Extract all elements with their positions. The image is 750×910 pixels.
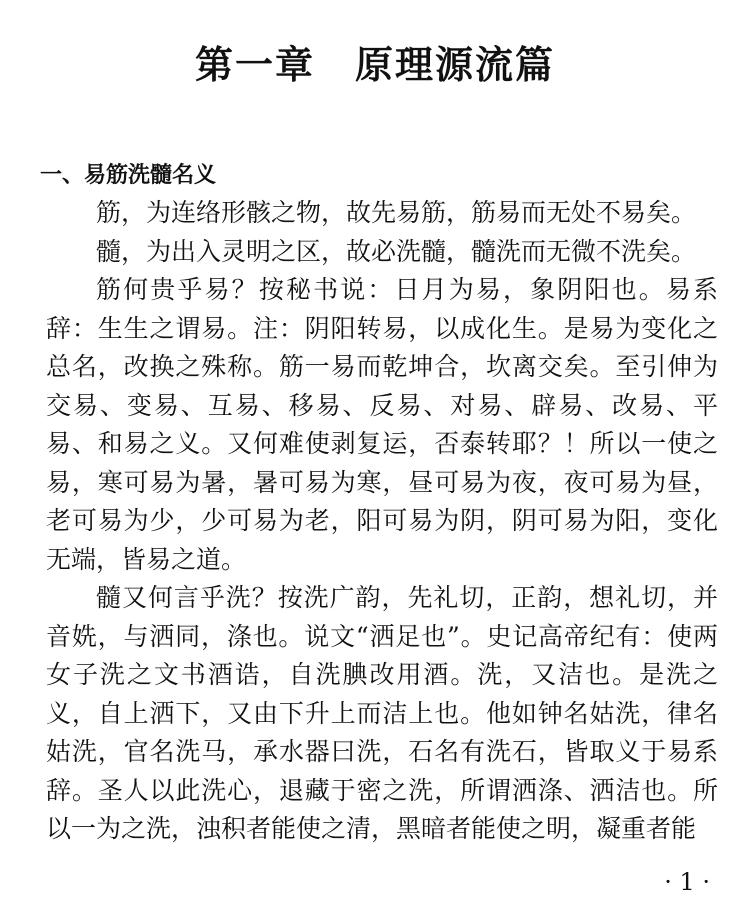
- chapter-title: 第一章 原理源流篇: [194, 43, 555, 87]
- paragraph-xi-explanation: 髓又何言乎洗？按洗广韵，先礼切，正韵，想礼切，并音姺，与洒同，涤也。说文“洒足也”。史记高帝纪有：使两女子洗之文书酒诰，自洗腆改用酒。洗，又洁也。是洗之义，自上洒下，又由下升上而洁上也。他如钟名姑洗，律名姑洗，官名洗马，承水器曰洗，石名有洗石，皆取义于易系辞。圣人以此洗心，退藏于密之洗，所谓洒涤、洒洁也。所以一为之洗，浊积者能使之清，黑暗者能使之明，凝重者能: [46, 583, 718, 843]
- page-number: · 1 ·: [664, 868, 710, 896]
- section-heading: 一、易筋洗髓名义: [40, 163, 217, 188]
- paragraph-jin: 筋，为连络形骸之物，故先易筋，筋易而无处不易矣。: [96, 198, 697, 227]
- paragraph-yi-explanation: 筋何贵乎易？按秘书说：日月为易，象阴阳也。易系辞：生生之谓易。注：阴阳转易，以成化生。是易为变化之总名，改换之殊称。筋一易而乾坤合，坎离交矣。至引伸为交易、变易、互易、移易、反易、对易、辟易、改易、平易、和易之义。又何难使剥复运，否泰转耶？！所以一使之易，寒可易为暑，暑可易为寒，昼可易为夜，夜可易为昼，老可易为少，少可易为老，阳可易为阴，阴可易为阳，变化无端，皆易之道。: [46, 275, 718, 574]
- body-text: [46, 194, 718, 849]
- paragraph-sui: 髓，为出入灵明之区，故必洗髓，髓洗而无微不洗矣。: [96, 236, 697, 266]
